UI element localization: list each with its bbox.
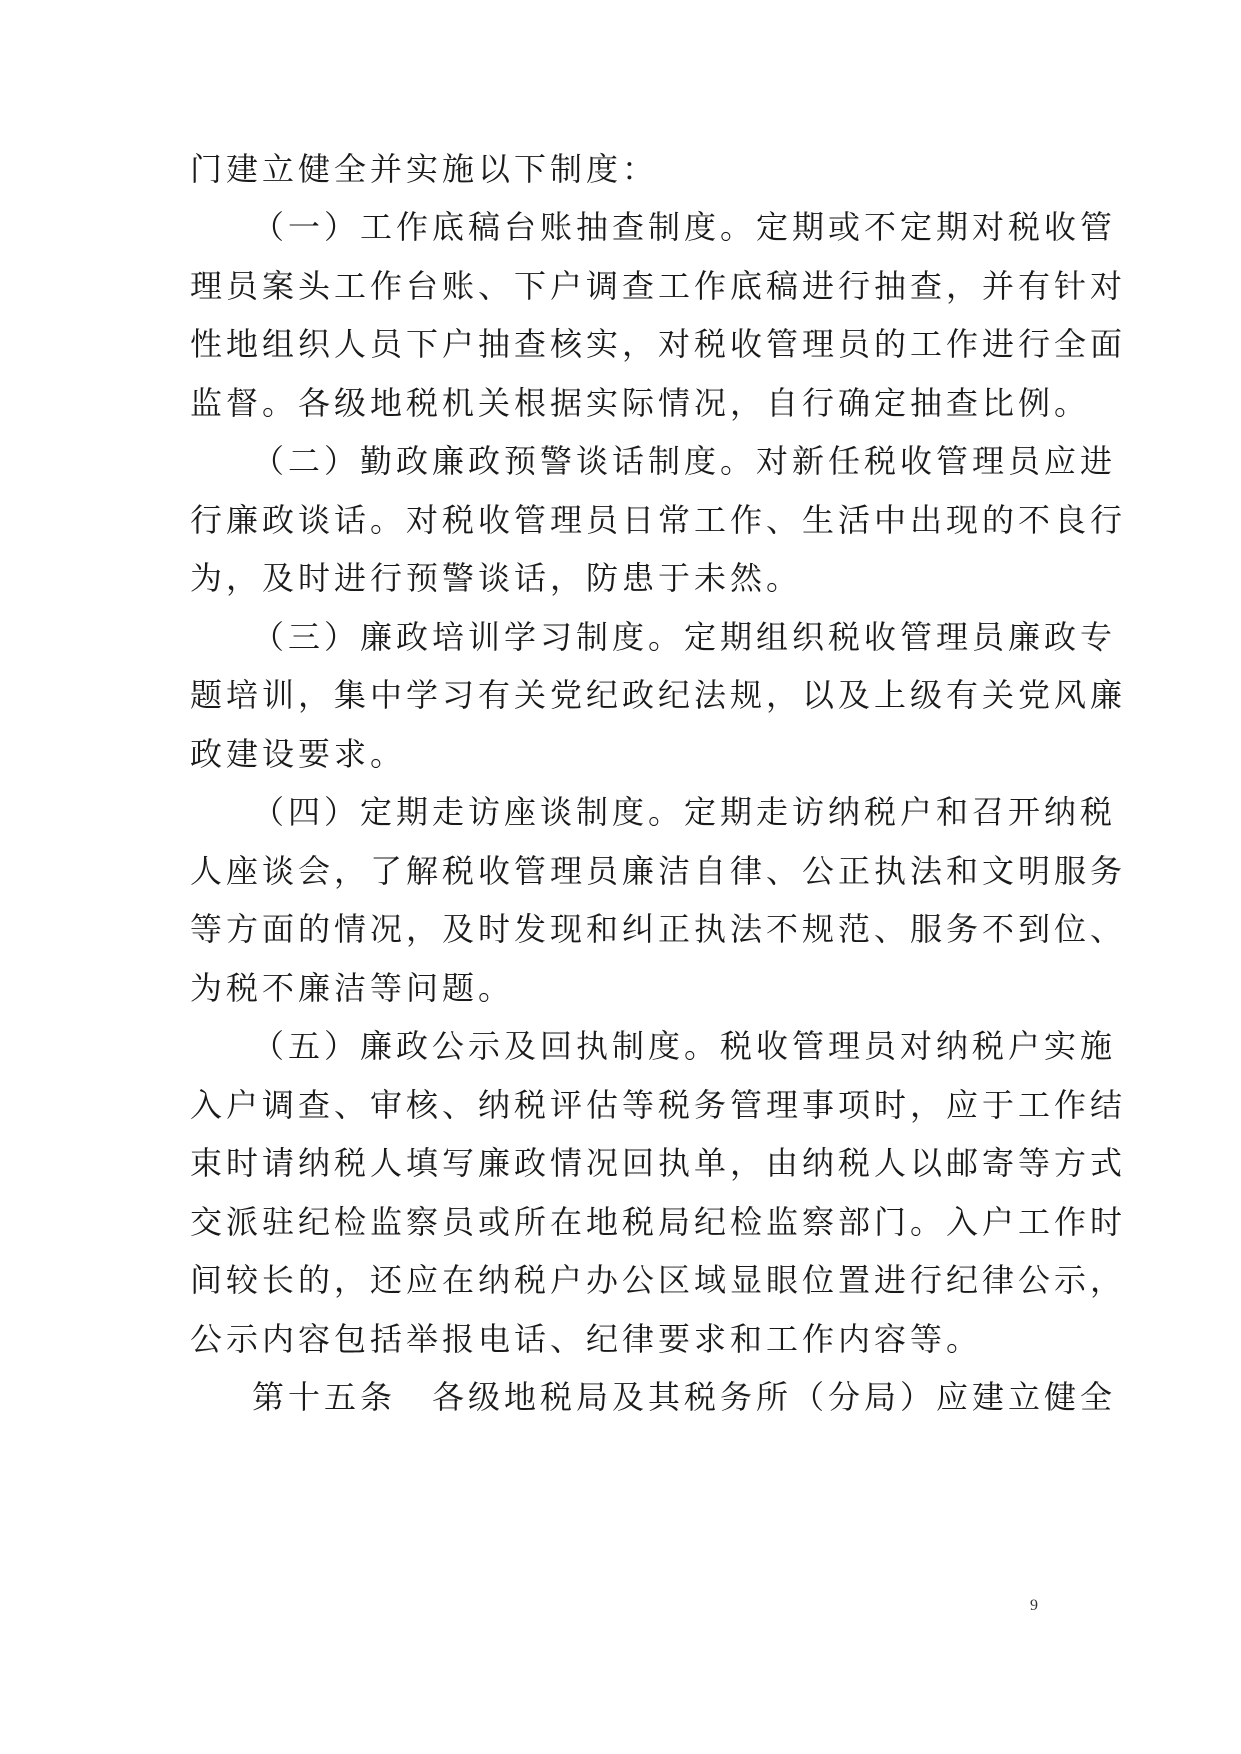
text-line: 间较长的，还应在纳税户办公区域显眼位置进行纪律公示， [190, 1261, 1127, 1299]
text-line: 第十五条 各级地税局及其税务所（分局）应建立健全 [252, 1378, 1117, 1416]
text-line: 公示内容包括举报电话、纪律要求和工作内容等。 [190, 1320, 983, 1358]
text-line: 监督。各级地税机关根据实际情况，自行确定抽查比例。 [190, 384, 1091, 422]
text-line: （四）定期走访座谈制度。定期走访纳税户和召开纳税 [252, 793, 1117, 831]
text-line: 交派驻纪检监察员或所在地税局纪检监察部门。入户工作时 [190, 1203, 1127, 1241]
text-line: 等方面的情况，及时发现和纠正执法不规范、服务不到位、 [190, 910, 1127, 948]
text-line: 行廉政谈话。对税收管理员日常工作、生活中出现的不良行 [190, 501, 1127, 539]
text-line: 性地组织人员下户抽查核实，对税收管理员的工作进行全面 [190, 325, 1127, 363]
text-line: 政建设要求。 [190, 735, 407, 773]
text-line: 理员案头工作台账、下户调查工作底稿进行抽查，并有针对 [190, 267, 1127, 305]
text-line: 门建立健全并实施以下制度： [190, 150, 659, 188]
text-line: 人座谈会，了解税收管理员廉洁自律、公正执法和文明服务 [190, 852, 1127, 890]
text-line: 为，及时进行预警谈话，防患于未然。 [190, 559, 803, 597]
text-line: 束时请纳税人填写廉政情况回执单，由纳税人以邮寄等方式 [190, 1144, 1127, 1182]
page-number: 9 [1030, 1597, 1038, 1614]
text-line: （三）廉政培训学习制度。定期组织税收管理员廉政专 [252, 618, 1117, 656]
text-line: 题培训，集中学习有关党纪政纪法规，以及上级有关党风廉 [190, 676, 1127, 714]
text-line: （五）廉政公示及回执制度。税收管理员对纳税户实施 [252, 1027, 1117, 1065]
text-line: （一）工作底稿台账抽查制度。定期或不定期对税收管 [252, 208, 1117, 246]
text-line: 为税不廉洁等问题。 [190, 969, 515, 1007]
text-line: 入户调查、审核、纳税评估等税务管理事项时，应于工作结 [190, 1086, 1127, 1124]
text-line: （二）勤政廉政预警谈话制度。对新任税收管理员应进 [252, 442, 1117, 480]
